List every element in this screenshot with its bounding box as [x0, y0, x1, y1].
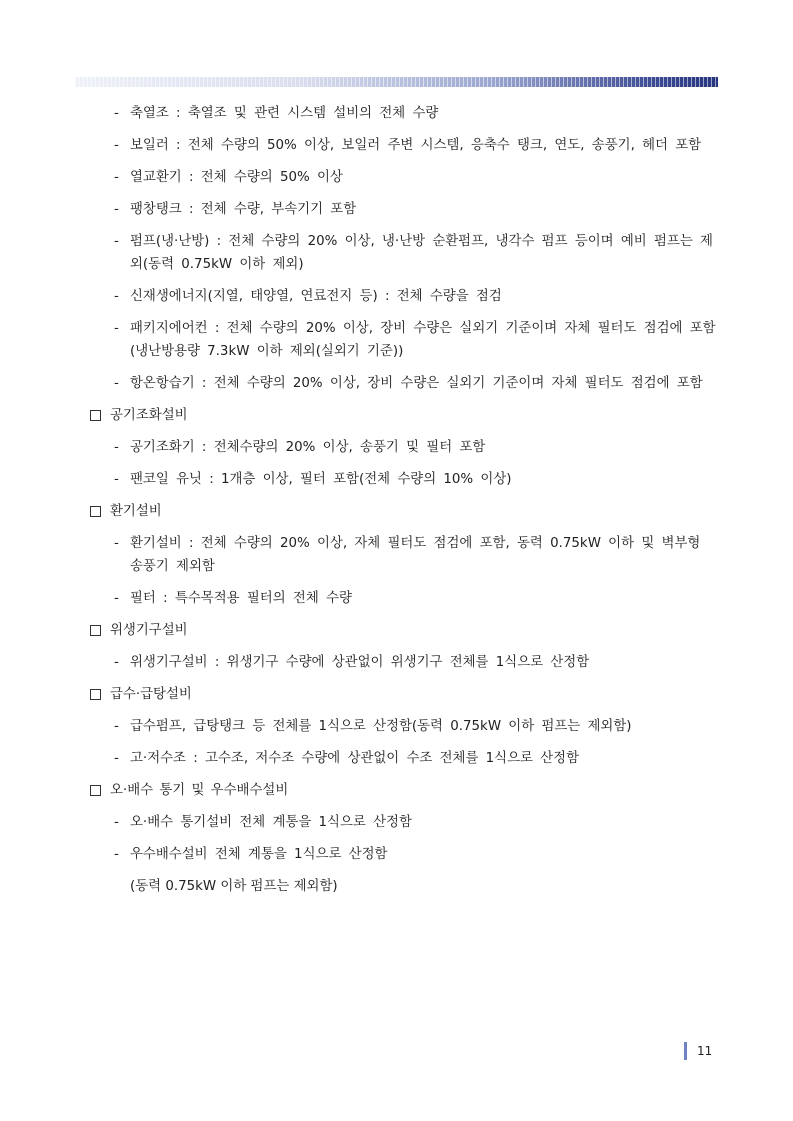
list-item-text: 고·저수조 : 고수조, 저수조 수량에 상관없이 수조 전체를 1식으로 산정함	[130, 751, 580, 766]
section-heading-drain	[90, 779, 718, 802]
list-item	[90, 166, 718, 189]
list-item	[90, 651, 718, 674]
checkbox-square-icon	[90, 506, 101, 517]
list-dash: -	[114, 440, 119, 455]
list-dash: -	[114, 289, 119, 304]
list-item	[90, 468, 718, 491]
section-heading-air	[90, 404, 718, 427]
list-dash: -	[114, 376, 119, 391]
section-heading-vent	[90, 500, 718, 523]
document-body	[90, 102, 718, 907]
list-item-text: 패키지에어컨 : 전체 수량의 20% 이상, 장비 수량은 실외기 기준이며 자체 필터도 점검에 포함(냉난방용량 7.3kW 이하 제외(실외기 기준))	[130, 321, 716, 359]
list-dash: -	[114, 847, 119, 862]
list-dash: -	[114, 138, 119, 153]
list-item	[90, 230, 718, 276]
list-dash: -	[114, 815, 119, 830]
list-item-text: 공기조화기 : 전체수량의 20% 이상, 송풍기 및 필터 포함	[130, 440, 486, 455]
page-number: 11	[684, 1042, 712, 1060]
list-item	[90, 317, 718, 363]
list-item-text: 우수배수설비 전체 계통을 1식으로 산정함	[130, 847, 388, 862]
list-item-text: 팬코일 유닛 : 1개층 이상, 필터 포함(전체 수량의 10% 이상)	[130, 472, 512, 487]
list-dash: -	[114, 655, 119, 670]
list-item-text: 축열조 : 축열조 및 관련 시스템 설비의 전체 수량	[130, 106, 439, 121]
checkbox-square-icon	[90, 625, 101, 636]
list-item-text: 보일러 : 전체 수량의 50% 이상, 보일러 주변 시스템, 응축수 탱크, 연도, 송풍기, 헤더 포함	[130, 138, 702, 153]
list-item	[90, 134, 718, 157]
list-dash: -	[114, 321, 119, 336]
list-dash: -	[114, 719, 119, 734]
checkbox-square-icon	[90, 785, 101, 796]
list-item	[90, 715, 718, 738]
list-dash: -	[114, 170, 119, 185]
list-item	[90, 587, 718, 610]
list-dash: -	[114, 234, 119, 249]
list-item-text: 급수펌프, 급탕탱크 등 전체를 1식으로 산정함(동력 0.75kW 이하 펌프는 제외함)	[130, 719, 632, 734]
list-dash: -	[114, 536, 119, 551]
list-item-text: 신재생에너지(지열, 태양열, 연료전지 등) : 전체 수량을 점검	[130, 289, 502, 304]
section-title: 환기설비	[110, 504, 162, 519]
section-heading-water	[90, 683, 718, 706]
list-dash: -	[114, 591, 119, 606]
checkbox-square-icon	[90, 689, 101, 700]
section-title: 공기조화설비	[110, 408, 188, 423]
list-item-text: 열교환기 : 전체 수량의 50% 이상	[130, 170, 343, 185]
list-item-text: 필터 : 특수목적용 필터의 전체 수량	[130, 591, 352, 606]
list-item-text: 환기설비 : 전체 수량의 20% 이상, 자체 필터도 점검에 포함, 동력 0.75kW 이하 및 벽부형 송풍기 제외함	[130, 536, 701, 574]
checkbox-square-icon	[90, 410, 101, 421]
list-dash: -	[114, 106, 119, 121]
list-item	[90, 285, 718, 308]
list-item-text: 오·배수 통기설비 전체 계통을 1식으로 산정함	[130, 815, 412, 830]
list-item	[90, 843, 718, 866]
header-decoration-bar	[75, 77, 718, 87]
list-item	[90, 811, 718, 834]
list-dash: -	[114, 472, 119, 487]
list-item-text: 항온항습기 : 전체 수량의 20% 이상, 장비 수량은 실외기 기준이며 자체 필터도 점검에 포함	[130, 376, 703, 391]
list-dash: -	[114, 751, 119, 766]
section-title: 오·배수 통기 및 우수배수설비	[110, 783, 289, 798]
list-item	[90, 372, 718, 395]
drain-note: (동력 0.75kW 이하 펌프는 제외함)	[130, 879, 338, 894]
list-dash: -	[114, 202, 119, 217]
list-item	[90, 102, 718, 125]
list-item	[90, 198, 718, 221]
section-title: 위생기구설비	[110, 623, 188, 638]
list-item	[90, 747, 718, 770]
list-item-text: 펌프(냉·난방) : 전체 수량의 20% 이상, 냉·난방 순환펌프, 냉각수 펌프 등이며 예비 펌프는 제외(동력 0.75kW 이하 제외)	[130, 234, 713, 272]
list-item-text: 위생기구설비 : 위생기구 수량에 상관없이 위생기구 전체를 1식으로 산정함	[130, 655, 590, 670]
list-item	[90, 532, 718, 578]
section-title: 급수·급탕설비	[110, 687, 192, 702]
section-heading-sanitary	[90, 619, 718, 642]
list-item-text: 팽창탱크 : 전체 수량, 부속기기 포함	[130, 202, 357, 217]
list-item	[90, 436, 718, 459]
